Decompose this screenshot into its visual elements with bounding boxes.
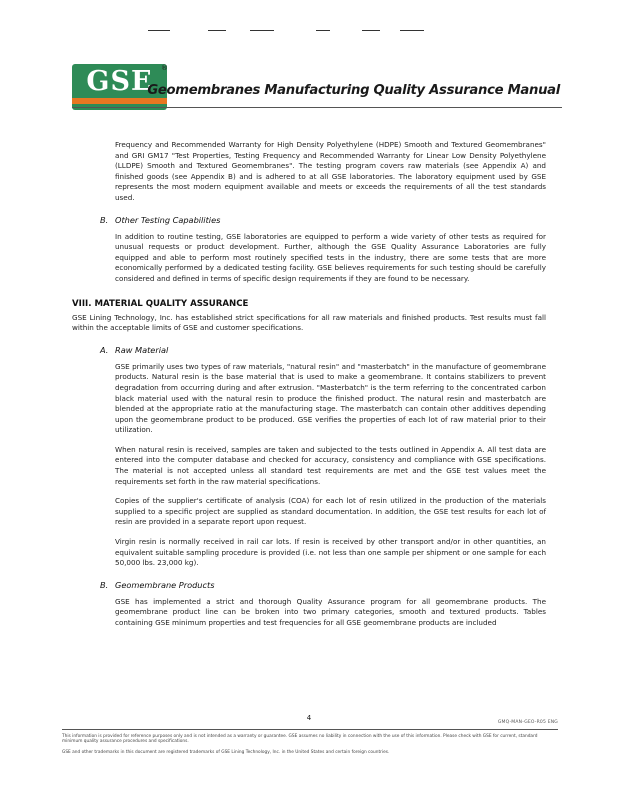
footer-rule [62, 729, 558, 730]
footer-trademark: GSE and other trademarks in this document are registered trademarks of GSE Lining Technology, Inc. in the United States and certain foreign countries. [62, 750, 390, 755]
raw-material-paragraph-4: Virgin resin is normally received in rail car lots. If resin is received by other transport and/or in other quantities, an equivalent suitable sampling procedure is provided (i.e. not less than one sample per shipment or one sample for each 50,000 lbs. 23,000 kg). [115, 537, 546, 568]
manual-title: Geomembranes Manufacturing Quality Assurance Manual [147, 83, 560, 98]
section-heading-viii: VIII. MATERIAL QUALITY ASSURANCE [72, 298, 249, 309]
subheading-raw-material [100, 345, 546, 355]
subheading-letter: A. [100, 344, 109, 355]
scan-artifact-lines [0, 30, 618, 36]
raw-material-paragraph-2: When natural resin is received, samples are taken and subjected to the tests outlined in Appendix A. All test data are entered into the computer database and checked for accuracy, consistency and compliance with GSE specifications. The material is not accepted unless all standard test requirements are met and the GSE test values meet the requirements set forth in the raw material specifications. [115, 444, 546, 486]
registered-mark: ® [161, 64, 168, 72]
document-id: GMQ-MAN-GEO-R05 ENG [497, 720, 558, 725]
other-testing-paragraph: In addition to routine testing, GSE laboratories are equipped to perform a wide variety of other tests as required for unusual requests or product development. Further, although the GSE Quality Assurance Laboratories are fully equipped and able to perform most routinely specified tests in the industry, there are some tests that are more economically performed by a dedicated testing facility. GSE believes requirements for such testing should be carefully considered and defined in terms of specific design requirements if they are found to be necessary. [115, 231, 546, 283]
raw-material-paragraph-3: Copies of the supplier's certificate of analysis (COA) for each lot of resin utilized in the production of the materials supplied to a specific project are supplied as standard documentation. In addition, the GSE test results for each lot of resin are provided in a separate report upon request. [115, 496, 546, 527]
section-intro-paragraph: GSE Lining Technology, Inc. has established strict specifications for all raw materials and finished products. Test results must fall within the acceptable limits of GSE and customer specifications. [72, 312, 546, 333]
page-body [72, 140, 546, 629]
intro-paragraph: Frequency and Recommended Warranty for High Density Polyethylene (HDPE) Smooth and Textured Geomembranes" and GRI GM17 "Test Properties, Testing Frequency and Recommended Warranty for Linear Low Density Polyethylene (LLDPE) Smooth and Textured Geomembranes". The testing program covers raw materials (see Appendix A) and finished goods (see Appendix B) and is adhered to at all GSE laboratories. The laboratory equipment used by GSE represents the most modern equipment available and meets or exceeds the requirements of all the test standards used. [115, 140, 546, 202]
subheading-other-testing [100, 215, 546, 225]
footer-disclaimer: This information is provided for reference purposes only and is not intended as a warranty or guarantee. GSE assumes no liability in connection with the use of this information. Please check with GSE for current, standard minimum quality assurance procedures and specifications. [62, 734, 538, 745]
header-rule [72, 107, 562, 108]
subheading-letter: B. [100, 214, 109, 225]
page-number: 4 [306, 714, 312, 722]
subheading-letter: B. [100, 579, 109, 590]
subheading-title: Other Testing Capabilities [115, 214, 221, 225]
logo-orange-bar [72, 98, 167, 104]
raw-material-paragraph-1: GSE primarily uses two types of raw materials, "natural resin" and "masterbatch" in the manufacture of geomembrane products. Natural resin is the base material that is used to make a geomembrane. It contains stabilizers to prevent degradation from occurring during and after extrusion. "Masterbatch" is the term referring to the concentrated carbon black material used with the natural resin to produce the finished product. The natural resin and masterbatch are blended at the appropriate ratio at the manufacturing stage. The masterbatch can contain other additives depending upon the geomembrane product to be produced. GSE verifies the properties of each lot of raw material prior to their utilization. [115, 361, 546, 435]
geomembrane-products-paragraph: GSE has implemented a strict and thorough Quality Assurance program for all geomembrane products. The geomembrane product line can be broken into two primary categories, smooth and textured products. Tables containing GSE minimum properties and test frequencies for all GSE geomembrane products are included [115, 596, 546, 627]
subheading-title: Geomembrane Products [115, 579, 215, 590]
subheading-title: Raw Material [115, 344, 169, 355]
subheading-geomembrane-products [100, 580, 546, 590]
logo-text: GSE [86, 66, 153, 97]
